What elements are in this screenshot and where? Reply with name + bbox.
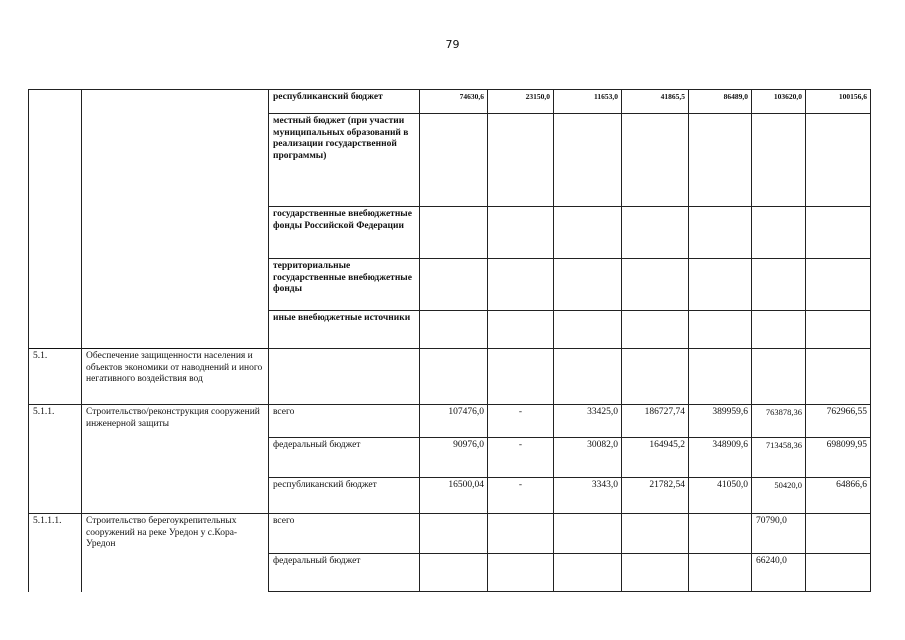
section-row — [29, 349, 871, 405]
value-cell — [806, 554, 871, 592]
funding-source: всего — [269, 514, 420, 554]
value-cell: 33425,0 — [554, 405, 622, 438]
value-cell: - — [488, 478, 554, 514]
value-cell — [554, 311, 622, 349]
funding-source: иные внебюджетные источники — [269, 311, 420, 349]
value-cell — [806, 207, 871, 259]
value-cell: 11653,0 — [554, 90, 622, 114]
funding-source: всего — [269, 405, 420, 438]
page-number: 79 — [445, 38, 460, 51]
number-cell-continued — [29, 90, 82, 349]
value-cell — [420, 349, 488, 405]
value-cell — [689, 514, 752, 554]
value-cell: 70790,0 — [752, 514, 806, 554]
funding-source: местный бюджет (при участии муниципальных образований в реализации государственной программы) — [269, 114, 420, 207]
value-cell — [689, 259, 752, 311]
value-cell — [554, 114, 622, 207]
funding-source: республиканский бюджет — [269, 478, 420, 514]
value-cell — [622, 311, 689, 349]
value-cell: 3343,0 — [554, 478, 622, 514]
value-cell — [622, 207, 689, 259]
value-cell: 30082,0 — [554, 438, 622, 478]
value-cell — [420, 114, 488, 207]
value-cell: 64866,6 — [806, 478, 871, 514]
value-cell — [554, 259, 622, 311]
value-cell: 66240,0 — [752, 554, 806, 592]
value-cell: 713458,36 — [752, 438, 806, 478]
value-cell: 103620,0 — [752, 90, 806, 114]
value-cell: 90976,0 — [420, 438, 488, 478]
value-cell — [622, 349, 689, 405]
value-cell — [806, 514, 871, 554]
value-cell — [689, 114, 752, 207]
value-cell — [806, 349, 871, 405]
value-cell: 86489,0 — [689, 90, 752, 114]
value-cell — [420, 311, 488, 349]
value-cell — [488, 514, 554, 554]
value-cell — [420, 259, 488, 311]
value-cell: 16500,04 — [420, 478, 488, 514]
value-cell — [622, 114, 689, 207]
value-cell — [806, 114, 871, 207]
value-cell — [752, 207, 806, 259]
value-cell — [488, 207, 554, 259]
value-cell: 74630,6 — [420, 90, 488, 114]
section-number: 5.1.1.1. — [29, 514, 82, 592]
value-cell — [554, 349, 622, 405]
value-cell — [488, 349, 554, 405]
funding-source — [269, 349, 420, 405]
value-cell: 21782,54 — [622, 478, 689, 514]
value-cell — [488, 554, 554, 592]
value-cell: 107476,0 — [420, 405, 488, 438]
value-cell — [806, 259, 871, 311]
value-cell: 698099,95 — [806, 438, 871, 478]
section-number: 5.1. — [29, 349, 82, 405]
value-cell: 100156,6 — [806, 90, 871, 114]
value-cell — [689, 207, 752, 259]
value-cell — [689, 311, 752, 349]
value-cell: 763878,36 — [752, 405, 806, 438]
value-cell — [752, 349, 806, 405]
value-cell — [420, 554, 488, 592]
funding-source: федеральный бюджет — [269, 554, 420, 592]
value-cell — [554, 207, 622, 259]
funding-source: территориальные государственные внебюджетные фонды — [269, 259, 420, 311]
value-cell: 41050,0 — [689, 478, 752, 514]
value-cell: 348909,6 — [689, 438, 752, 478]
section-number: 5.1.1. — [29, 405, 82, 514]
value-cell — [554, 554, 622, 592]
value-cell — [488, 259, 554, 311]
value-cell — [622, 554, 689, 592]
value-cell — [420, 514, 488, 554]
value-cell: 389959,6 — [689, 405, 752, 438]
value-cell: 164945,2 — [622, 438, 689, 478]
value-cell: 23150,0 — [488, 90, 554, 114]
value-cell — [622, 259, 689, 311]
section-title: Строительство берегоукрепительных сооружений на реке Уредон у с.Кора-Уредон — [82, 514, 269, 592]
title-cell-continued — [82, 90, 269, 349]
value-cell — [488, 114, 554, 207]
section-title: Строительство/реконструкция сооружений инженерной защиты — [82, 405, 269, 514]
table-row — [29, 405, 871, 438]
table-row — [29, 90, 871, 114]
funding-source: государственные внебюджетные фонды Российской Федерации — [269, 207, 420, 259]
budget-table — [28, 89, 871, 592]
value-cell: 41865,5 — [622, 90, 689, 114]
value-cell — [488, 311, 554, 349]
section-title: Обеспечение защищенности населения и объектов экономики от наводнений и иного негативного воздействия вод — [82, 349, 269, 405]
value-cell — [554, 514, 622, 554]
value-cell — [806, 311, 871, 349]
value-cell: 762966,55 — [806, 405, 871, 438]
value-cell — [420, 207, 488, 259]
value-cell: 50420,0 — [752, 478, 806, 514]
value-cell: - — [488, 438, 554, 478]
funding-source: федеральный бюджет — [269, 438, 420, 478]
value-cell — [689, 554, 752, 592]
funding-source: республиканский бюджет — [269, 90, 420, 114]
value-cell — [622, 514, 689, 554]
value-cell — [752, 114, 806, 207]
value-cell: - — [488, 405, 554, 438]
value-cell: 186727,74 — [622, 405, 689, 438]
table-row — [29, 514, 871, 554]
value-cell — [689, 349, 752, 405]
value-cell — [752, 259, 806, 311]
value-cell — [752, 311, 806, 349]
